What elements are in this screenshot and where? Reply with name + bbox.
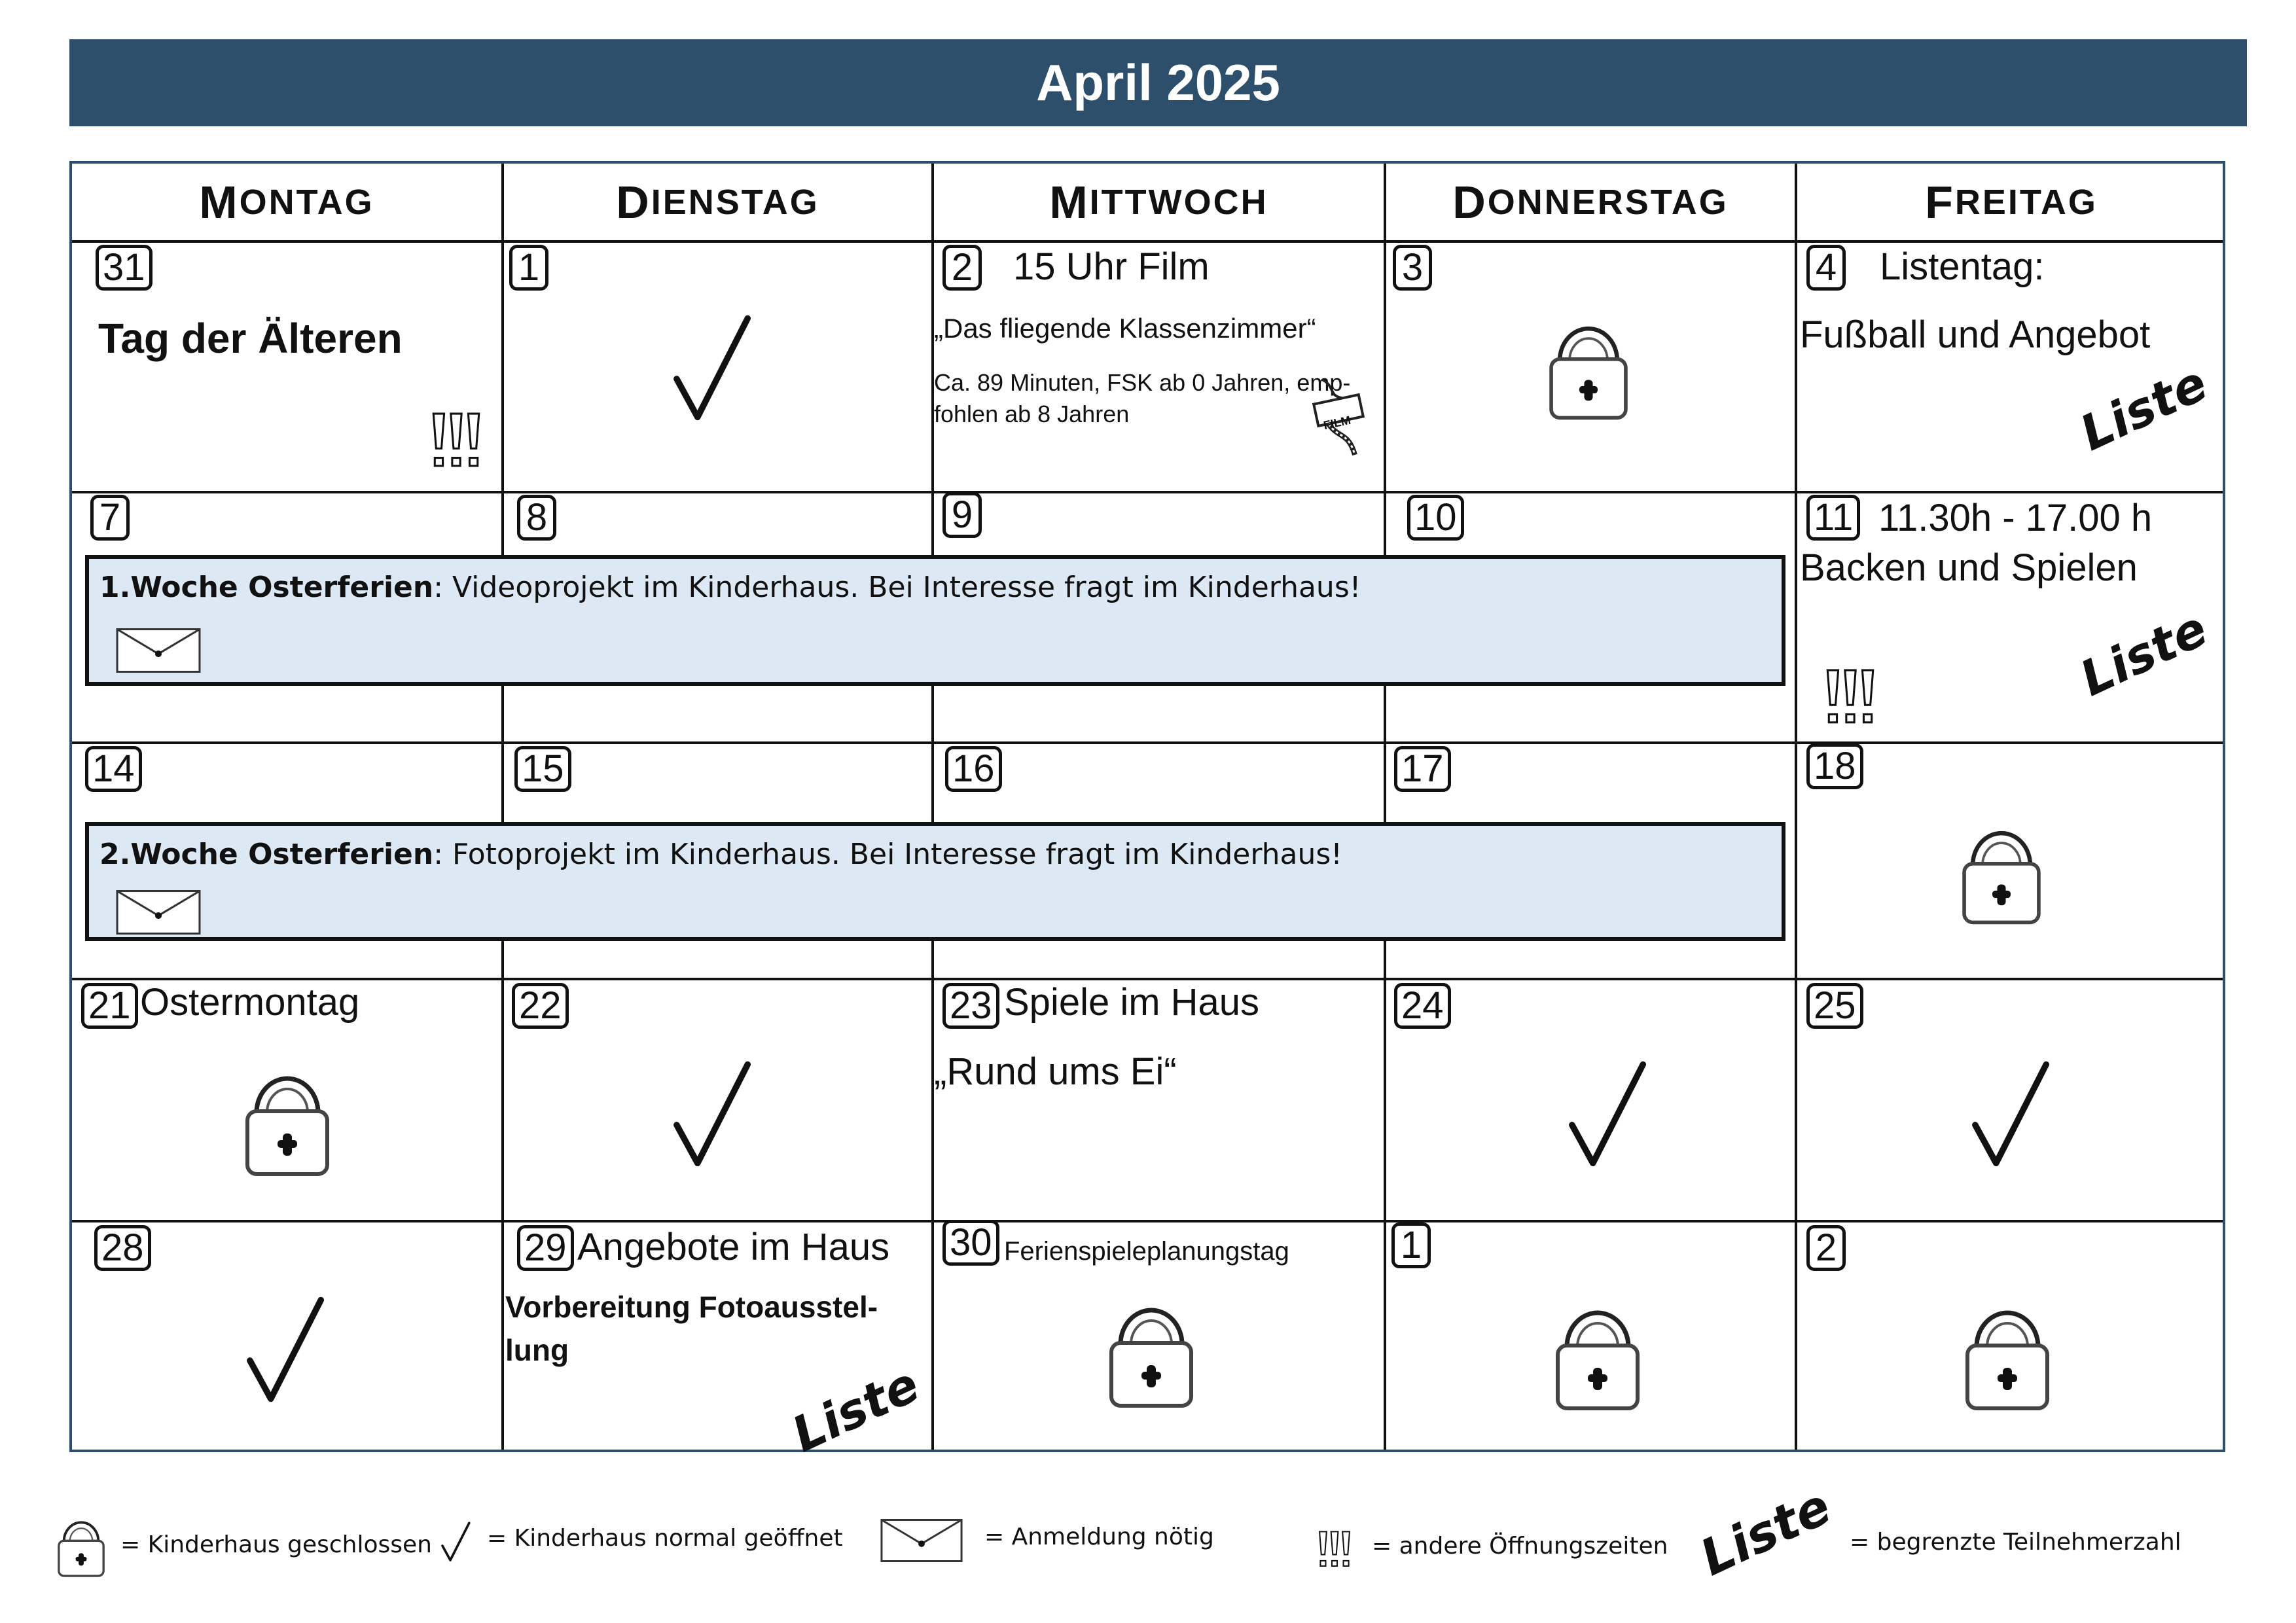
liste-label: Liste — [2072, 355, 2216, 462]
event-time: 11.30h - 17.00 h — [1878, 497, 2153, 539]
day-number: 4 — [1806, 245, 1846, 291]
liste-label: Liste — [783, 1356, 928, 1463]
legend-register: = Anmeldung nötig — [984, 1524, 1214, 1550]
open-check-icon — [242, 1294, 327, 1406]
envelope-icon — [115, 627, 202, 674]
lock-icon — [1543, 311, 1634, 422]
weekday-thursday: D ONNERSTAG — [1452, 176, 1729, 228]
grid-line — [72, 240, 2223, 243]
open-check-icon — [1564, 1059, 1649, 1170]
day-number: 15 — [514, 746, 571, 792]
event-text: „Rund ums Ei“ — [934, 1050, 1177, 1093]
grid-line — [72, 491, 2223, 493]
film-label: FILM — [1322, 413, 1352, 433]
event-info: Ca. 89 Minuten, FSK ab 0 Jahren, emp- — [934, 369, 1351, 396]
holiday-week1-text: 1.Woche Osterferien: Videoprojekt im Kinderhaus. Bei Interesse fragt im Kinderhaus! — [99, 571, 1361, 604]
day-number: 1 — [509, 245, 548, 291]
event-info: fohlen ab 8 Jahren — [934, 401, 1130, 427]
grid-line — [931, 164, 934, 1450]
day-number: 9 — [942, 492, 982, 538]
legend-other-hours: = andere Öffnungszeiten — [1372, 1533, 1668, 1560]
event-title: 15 Uhr Film — [1013, 245, 1210, 288]
day-number: 7 — [90, 495, 130, 541]
grid-line — [1384, 164, 1386, 1450]
day-number: 1 — [1391, 1222, 1431, 1268]
weekday-monday: M ONTAG — [199, 176, 374, 228]
legend-lock-icon — [54, 1509, 109, 1581]
event-title: Spiele im Haus — [1004, 981, 1260, 1024]
weekday-tuesday: D IENSTAG — [616, 176, 819, 228]
day-number: 8 — [517, 495, 556, 541]
legend-check-icon — [440, 1517, 471, 1567]
lock-icon — [238, 1060, 336, 1178]
day-number: 14 — [85, 746, 142, 792]
day-number: 22 — [512, 983, 569, 1029]
holiday-week2-text: 2.Woche Osterferien: Fotoprojekt im Kinderhaus. Bei Interesse fragt im Kinderhaus! — [99, 838, 1342, 871]
calendar-title: April 2025 — [69, 39, 2247, 126]
event-title: Listentag: — [1880, 245, 2045, 288]
lock-icon — [1958, 1294, 2056, 1412]
calendar-grid — [69, 161, 2225, 1463]
legend-envelope-icon — [880, 1517, 963, 1564]
holiday-week2-banner — [85, 822, 1785, 941]
lock-icon — [1956, 815, 2047, 927]
day-number: 16 — [945, 746, 1002, 792]
other-hours-icon — [429, 411, 483, 471]
event-title: Angebote im Haus — [577, 1226, 890, 1268]
day-number: 21 — [81, 983, 138, 1029]
open-check-icon — [669, 313, 754, 424]
grid-line — [501, 164, 504, 1450]
event-title: Ostermontag — [140, 981, 360, 1024]
day-number: 3 — [1393, 245, 1432, 291]
legend-liste-label: Liste — [1691, 1476, 1840, 1587]
liste-label: Liste — [2072, 600, 2216, 707]
event-text: Backen und Spielen — [1800, 546, 2138, 589]
lock-icon — [1549, 1294, 1647, 1412]
event-text: lung — [505, 1333, 569, 1367]
day-number: 18 — [1806, 743, 1863, 789]
other-hours-icon — [1823, 668, 1877, 728]
legend-open: = Kinderhaus normal geöffnet — [487, 1525, 843, 1552]
lock-icon — [1102, 1292, 1200, 1410]
day-number: 28 — [94, 1225, 151, 1271]
holiday-week1-banner — [85, 555, 1785, 686]
event-film-title: „Das fliegende Klassenzimmer“ — [934, 313, 1316, 344]
open-check-icon — [1967, 1059, 2053, 1170]
event-title: Ferienspieleplanungstag — [1004, 1237, 1289, 1266]
day-number: 25 — [1806, 983, 1863, 1029]
weekday-wednesday: M ITTWOCH — [1049, 176, 1268, 228]
day-number: 2 — [942, 245, 982, 291]
grid-line — [72, 741, 2223, 744]
event-text: Fußball und Angebot — [1800, 313, 2151, 356]
day-number: 10 — [1407, 495, 1464, 541]
day-number: 11 — [1806, 495, 1860, 541]
legend-limited: = begrenzte Teilnehmerzahl — [1850, 1529, 2181, 1556]
event-title: Tag der Älteren — [98, 315, 403, 362]
day-number: 2 — [1806, 1225, 1846, 1271]
day-number: 29 — [517, 1225, 574, 1271]
weekday-friday: F REITAG — [1925, 176, 2098, 228]
day-number: 17 — [1394, 746, 1451, 792]
day-number: 30 — [942, 1220, 999, 1266]
envelope-icon — [115, 889, 202, 936]
open-check-icon — [669, 1059, 754, 1170]
day-number: 24 — [1394, 983, 1451, 1029]
legend-other-hours-icon — [1317, 1522, 1352, 1577]
grid-line — [1795, 164, 1797, 1450]
day-number: 23 — [942, 983, 999, 1029]
day-number: 31 — [96, 245, 152, 291]
event-text: Vorbereitung Fotoausstel- — [505, 1290, 878, 1324]
grid-line — [72, 1220, 2223, 1222]
legend-closed: = Kinderhaus geschlossen — [120, 1531, 432, 1558]
